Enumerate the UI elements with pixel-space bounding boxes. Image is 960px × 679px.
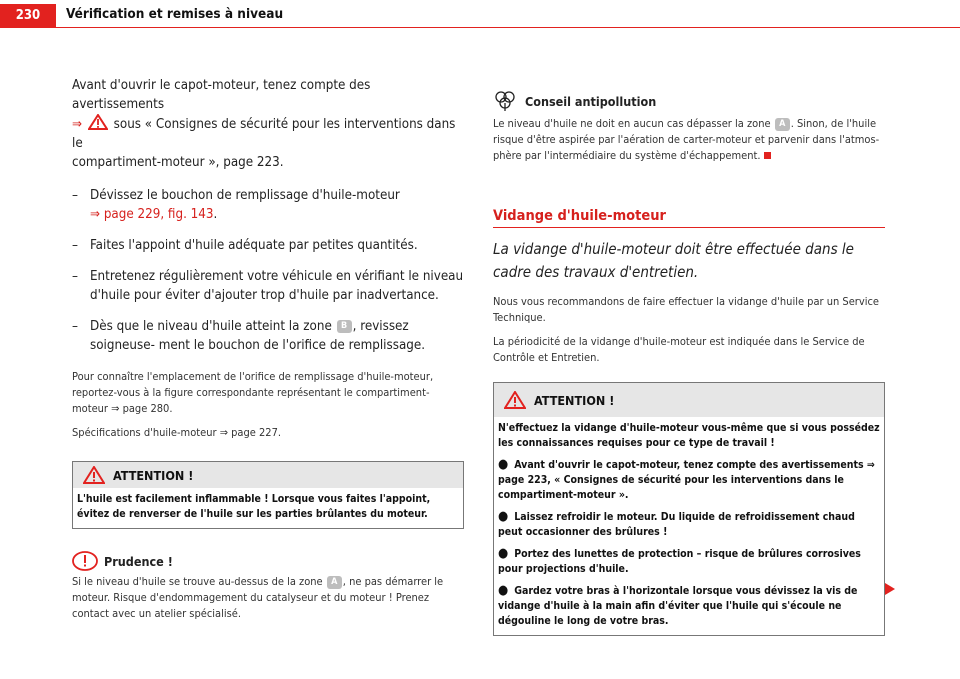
page-link-229[interactable]: ⇒ page 229, fig. 143: [90, 207, 214, 222]
prudence-text: Si le niveau d'huile se trouve au-dessus de la zone A , ne pas démarrer le moteur. Risque d'endommagement du catalyseur et du moteur ! Prenez contact avec un atelier spécialisé.: [72, 575, 444, 620]
eco-text: Le niveau d'huile ne doit en aucun cas dépasser la zone A . Sinon, de l'huile risque d'être aspirée par l'aération de carter-moteur et parvenir dans l'atmos- phère par l'intermédiaire du système d'échappement.: [493, 117, 880, 162]
right-column: [493, 90, 885, 636]
warning-title: ATTENTION !: [534, 392, 615, 408]
end-marker-icon: [764, 152, 771, 159]
warning-text: L'huile est facilement inflammable ! Lorsque vous faites l'appoint, évitez de renverser de l'huile sur les parties brûlantes du moteur.: [73, 488, 463, 528]
warning-box-oil-change: [493, 382, 885, 636]
warning-bullet: ● Portez des lunettes de protection – risque de brûlures corrosives pour projections d'huile.: [498, 546, 861, 575]
warning-triangle-icon: [504, 391, 526, 409]
zone-marker-b: B: [337, 320, 352, 333]
step-2: – Faites l'appoint d'huile adéquate par petites quantités.: [72, 238, 418, 253]
continue-arrow-icon: [884, 582, 896, 596]
zone-marker-a: A: [775, 118, 790, 131]
step-1: – Dévissez le bouchon de remplissage d'huile-moteur ⇒ page 229, fig. 143.: [72, 188, 400, 222]
eco-tip: [493, 90, 885, 164]
location-note: Pour connaître l'emplacement de l'orifice de remplissage d'huile-moteur, reportez-vous à la figure correspondante représentant le compartiment- moteur ⇒ page 280.: [72, 370, 434, 415]
warning-title: ATTENTION !: [113, 467, 194, 483]
chapter-title: Vérification et remises à niveau: [66, 6, 284, 22]
eco-title: Conseil antipollution: [525, 93, 657, 109]
warning-intro: N'effectuez la vidange d'huile-moteur vous-même que si vous possédez les connaissances requises pour ce type de travail !: [498, 422, 880, 449]
interval-paragraph: La périodicité de la vidange d'huile-moteur est indiquée dans le Service de Contrôle et Entretien.: [493, 335, 865, 364]
zone-marker-a: A: [327, 576, 342, 589]
warning-bullet: ● Avant d'ouvrir le capot-moteur, tenez compte des avertissements ⇒ page 223, « Consignes de sécurité pour les interventions dans le compartiment-moteur ».: [498, 457, 875, 501]
section-lead: La vidange d'huile-moteur doit être effectuée dans le cadre des travaux d'entretien.: [493, 240, 854, 281]
section-title: Vidange d'huile-moteur: [493, 208, 885, 228]
warning-triangle-icon: [88, 114, 108, 130]
warning-triangle-icon: [83, 466, 105, 484]
intro-paragraph: Avant d'ouvrir le capot-moteur, tenez compte des avertissements ⇒ sous « Consignes de sécurité pour les interventions dans le compartiment-moteur », page 223.: [72, 78, 456, 170]
eco-leaf-icon: [493, 90, 517, 112]
warning-bullet: ● Gardez votre bras à l'horizontale lorsque vous dévissez la vis de vidange d'huile à la main afin d'éviter que l'huile qui s'écoule ne dégouline le long de votre bras.: [498, 583, 858, 627]
header-rule: [56, 27, 960, 28]
warning-header: [494, 383, 884, 417]
step-4: – Dès que le niveau d'huile atteint la zone B , revissez soigneuse- ment le bouchon de l'orifice de remplissage.: [72, 319, 426, 353]
page-header: [0, 0, 960, 32]
prudence-section: [72, 551, 464, 622]
warning-bullet: ● Laissez refroidir le moteur. Du liquide de refroidissement chaud peut occasionner des brûlures !: [498, 509, 855, 538]
caution-exclamation-icon: [72, 551, 98, 571]
page-number: 230: [0, 4, 56, 28]
spec-note: Spécifications d'huile-moteur ⇒ page 227.: [72, 426, 282, 439]
prudence-title: Prudence !: [104, 553, 173, 569]
step-3: – Entretenez régulièrement votre véhicule en vérifiant le niveau d'huile pour éviter d'ajouter trop d'huile par inadvertance.: [72, 269, 464, 303]
warning-header: [73, 462, 463, 488]
warning-box-fire: [72, 461, 464, 529]
left-column: [72, 76, 464, 622]
warning-body: [494, 417, 884, 635]
service-paragraph: Nous vous recommandons de faire effectuer la vidange d'huile par un Service Technique.: [493, 295, 880, 324]
